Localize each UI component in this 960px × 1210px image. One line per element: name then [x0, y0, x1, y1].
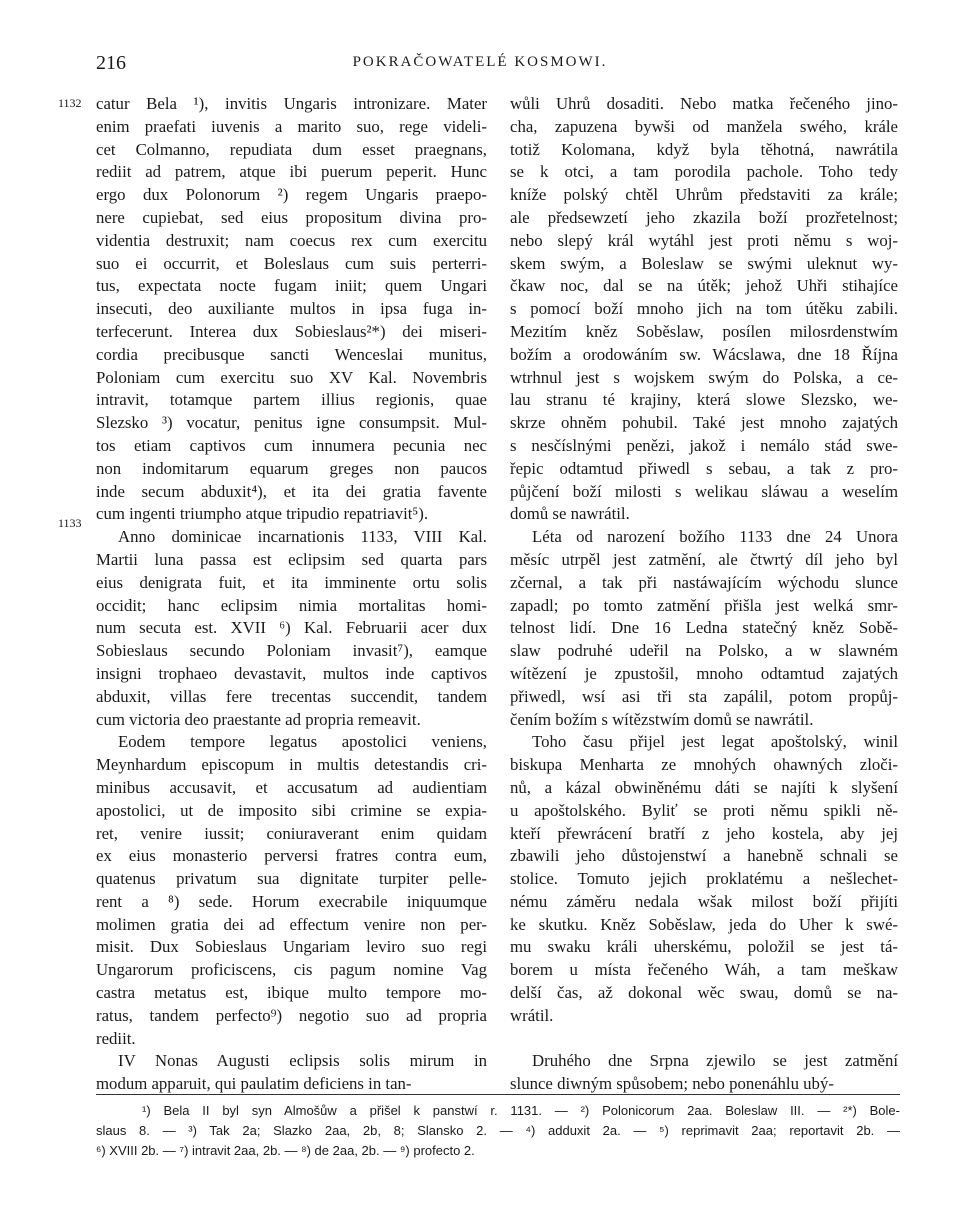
margin-year-1133: 1133 [58, 516, 82, 530]
czech-line: stolice. Tomuto jejich proklatému a nešlechet- [510, 869, 898, 889]
czech-line: wůli Uhrů dosaditi. Nebo matka řečeného jino- [510, 94, 898, 113]
latin-line: Ungarorum proficiscens, cis pagum nomine Vag [96, 960, 487, 980]
czech-line: mu swaku králi uherskému, položil se jest tá- [510, 937, 898, 957]
czech-line: zbawili jeho důstojenstwí a hanebně schnali se [510, 846, 898, 866]
latin-line: cum ingenti triumpho atque tripudio repatriavit⁵). [96, 504, 429, 524]
latin-line: enim praefati iuvenis a marito suo, rege videli- [96, 116, 487, 136]
czech-line: wrátil. [510, 1005, 554, 1025]
czech-line: zapadl; po tomto zatmění přišla jest welká smr- [510, 595, 898, 615]
latin-line: tus, expectata nocte fugam iniit; quem Ungari [96, 276, 487, 296]
footnote-rule [96, 1094, 900, 1095]
czech-line: borem u místa řečeného Wáh, a tam meškaw [510, 960, 898, 980]
czech-line: delší čas, až dokonal wěc swau, domů se na- [510, 983, 898, 1003]
czech-line: s nesčíslnými penězi, jakož i nemálo stád swe- [510, 435, 898, 455]
czech-line: ke skutku. Kněz Soběslaw, jeda do Uher k swé- [510, 914, 898, 934]
czech-line: přiwedl, wsí asi tři sta zapálil, potom propůj- [510, 686, 898, 706]
latin-line: modum apparuit, qui paulatim deficiens in tan- [96, 1074, 412, 1094]
czech-line: nů, a kázal obwiněnému dáti se najíti k slyšení [510, 777, 898, 797]
czech-line: slunce diwným spůsobem; nebo ponenáhlu ubý- [510, 1074, 834, 1094]
latin-column [96, 93, 487, 1096]
czech-line: slaw podruhé udeřil na Polsko, a w slawném [510, 641, 898, 661]
czech-line: biskupa Menharta ze mnohých ohawných zloči- [510, 755, 898, 775]
margin-year-1132: 1132 [58, 96, 82, 110]
czech-line: wítězení je zpustošil, mnoho odtamtud zajatých [510, 663, 898, 683]
czech-column [510, 93, 898, 1096]
latin-line: tos etiam captivos cum innumera pecunia nec [96, 435, 487, 455]
latin-line: Sobieslaus secundo Poloniam invasit⁷), eamque [96, 641, 487, 661]
latin-line: Meynhardum episcopum in multis detestandis cri- [96, 755, 487, 775]
czech-line: Toho času přijel jest legat apoštolský, winil [532, 732, 898, 752]
latin-line: rediit. [96, 1028, 136, 1048]
czech-line: čením božím s wítězstwím domů se nawrátil. [510, 709, 814, 729]
latin-line: num secuta est. XVII ⁶) Kal. Februarii acer dux [96, 618, 487, 638]
czech-line: se k otci, a tam porodila pachole. Toho tedy [510, 162, 898, 182]
latin-line: minibus accusavit, et accusatum ad audientiam [96, 777, 487, 797]
footnotes-line: ¹) Bela II byl syn Almošůw a přišel k panstwí r. 1131. — ²) Polonicorum 2aa. Boleslaw III. — ²*) Bole- [142, 1103, 900, 1118]
czech-line: nebo slepý král wytáhl jest proti němu s woj- [510, 230, 898, 250]
footnotes-line: slaus 8. — ³) Tak 2a; Slazko 2aa, 2b, 8; Slansko 2. — ⁴) adduxit 2a. — ⁵) reprimavit 2aa; reportavit 2b. — [96, 1123, 900, 1138]
czech-line: půjčení boží milosti s welikau sláwau a weselím [510, 481, 898, 501]
page-header [0, 52, 960, 76]
latin-line: ex eius monasterio perversi fratres contra eum, [96, 846, 487, 866]
running-title: POKRAČOWATELÉ KOSMOWI. [352, 54, 608, 70]
czech-line: s pomocí boží mnoho jich na tom útěku zabili. [510, 299, 898, 319]
latin-line: rent a ⁸) sede. Horum execrabile iniquumque [96, 891, 487, 911]
latin-line: occidit; hanc eclipsim nimia mortalitas homi- [96, 595, 487, 615]
czech-line: kteří přewrácení bratří z jeho kostela, aby jej [510, 823, 898, 843]
czech-line: skem swým, a Boleslaw se swými uleknut wy- [510, 253, 898, 273]
latin-line: rediit ad patrem, atque ibi puerum peperit. Hunc [96, 162, 487, 182]
latin-line: suo ei occurrit, et Boleslaus cum suis perterri- [96, 253, 487, 273]
czech-line: domů se nawrátil. [510, 504, 630, 524]
czech-line: měsíc utrpěl jest zatmění, ale čtwrtý díl jeho byl [510, 549, 898, 569]
latin-line: molimen gratia dei ad effectum venire non per- [96, 914, 487, 934]
czech-line: Léta od narození božího 1133 dne 24 Unora [532, 527, 898, 547]
latin-line: Martii luna passa est eclipsim sed quarta pars [96, 549, 487, 569]
latin-line: misit. Dux Sobieslaus Ungariam leviro suo regi [96, 937, 487, 957]
latin-line: ret, venire iussit; coniuraverant enim quidam [96, 823, 487, 843]
latin-line: Slezsko ³) vocatur, penitus igne consumpsit. Mul- [96, 413, 487, 433]
latin-line: intravit, totamque partem illius regionis, quae [96, 390, 487, 410]
latin-line: insecuti, deo auxiliante multos in ipsa fuga in- [96, 299, 487, 319]
latin-line: cordia precibusque sancti Wenceslai munitus, [96, 344, 487, 364]
footnotes [96, 1101, 900, 1161]
latin-line: castra metatus est, ibique multo tempore mo- [96, 983, 487, 1003]
czech-line: zčernal, a tak při nastáwajícím wýchodu slunce [510, 572, 898, 592]
czech-line: u apoštolského. Byliť se proti němu spikli ně- [510, 800, 898, 820]
latin-line: catur Bela ¹), invitis Ungaris intronizare. Mater [96, 94, 487, 113]
czech-line: lau stranu té krajiny, která slowe Slezsko, we- [510, 390, 898, 410]
czech-line [510, 1028, 898, 1051]
latin-line: cum victoria deo praestante ad propria remeavit. [96, 709, 421, 729]
latin-line: eius denigrata fuit, et ita imminente ortu solis [96, 572, 487, 592]
czech-line: čkaw noc, dal se na útěk; jehož Uhři stihajíce [510, 276, 898, 296]
footnotes-line: ⁶) XVIII 2b. — ⁷) intravit 2aa, 2b. — ⁸) de 2aa, 2b. — ⁹) profecto 2. [96, 1143, 475, 1158]
page-number: 216 [96, 52, 126, 74]
latin-line: Poloniam cum exercitu suo XV Kal. Novembris [96, 367, 487, 387]
czech-line: řepic odtamtud přiwedl s sebau, a tak z pro- [510, 458, 898, 478]
czech-line: totiž Kolomana, když byla těhotná, nawrátila [510, 139, 898, 159]
czech-line: wtrhnul jest s wojskem swým do Polska, a ce- [510, 367, 898, 387]
latin-line: insigni trophaeo devastavit, multos inde captivos [96, 663, 487, 683]
latin-line: cet Colmanno, repudiata dum esset praegnans, [96, 139, 487, 159]
czech-line: skrze ohněm pohubil. Také jest mnoho zajatých [510, 413, 898, 433]
latin-line: ergo dux Polonorum ²) regem Ungaris praepo- [96, 185, 487, 205]
latin-line: apostolici, ut de imposito sibi crimine se expia- [96, 800, 487, 820]
latin-line: inde secum abduxit⁴), et ita dei gratia favente [96, 481, 487, 501]
czech-line: nému záměru nedala wšak milost boží přijíti [510, 891, 898, 911]
czech-line: telnost lidí. Dne 16 Ledna statečný kněz Sobě- [510, 618, 898, 638]
czech-line: ale předsewzetí jeho zkazila boží prozřetelnost; [510, 207, 898, 227]
latin-line: IV Nonas Augusti eclipsis solis mirum in [118, 1051, 487, 1071]
czech-line: kníže polský chtěl Uhrům představiti za krále; [510, 185, 898, 205]
czech-line: božím a orodowáním sw. Wácslawa, dne 18 Října [510, 344, 898, 364]
latin-line: ratus, tandem perfecto⁹) negotio suo ad propria [96, 1005, 487, 1025]
latin-line: Eodem tempore legatus apostolici veniens, [118, 732, 487, 752]
latin-line: Anno dominicae incarnationis 1133, VIII Kal. [118, 527, 487, 547]
latin-line: videntia destruxit; nam coecus rex cum exercitu [96, 230, 487, 250]
latin-line: non indomitarum equarum greges non paucos [96, 458, 487, 478]
czech-line: cha, zapuzena bywši od manžela swého, krále [510, 116, 898, 136]
czech-line: Mezitím kněz Soběslaw, posílen milosrdenstwím [510, 321, 898, 341]
latin-line: abduxit, villas fere trecentas succendit, tandem [96, 686, 487, 706]
latin-line: quatenus privatum sua dignitate turpiter pelle- [96, 869, 487, 889]
latin-line: terfecerunt. Interea dux Sobieslaus²*) dei miseri- [96, 321, 487, 341]
latin-line: nere cupiebat, sed eius propositum divina pro- [96, 207, 487, 227]
czech-line: Druhého dne Srpna zjewilo se jest zatmění [532, 1051, 898, 1071]
